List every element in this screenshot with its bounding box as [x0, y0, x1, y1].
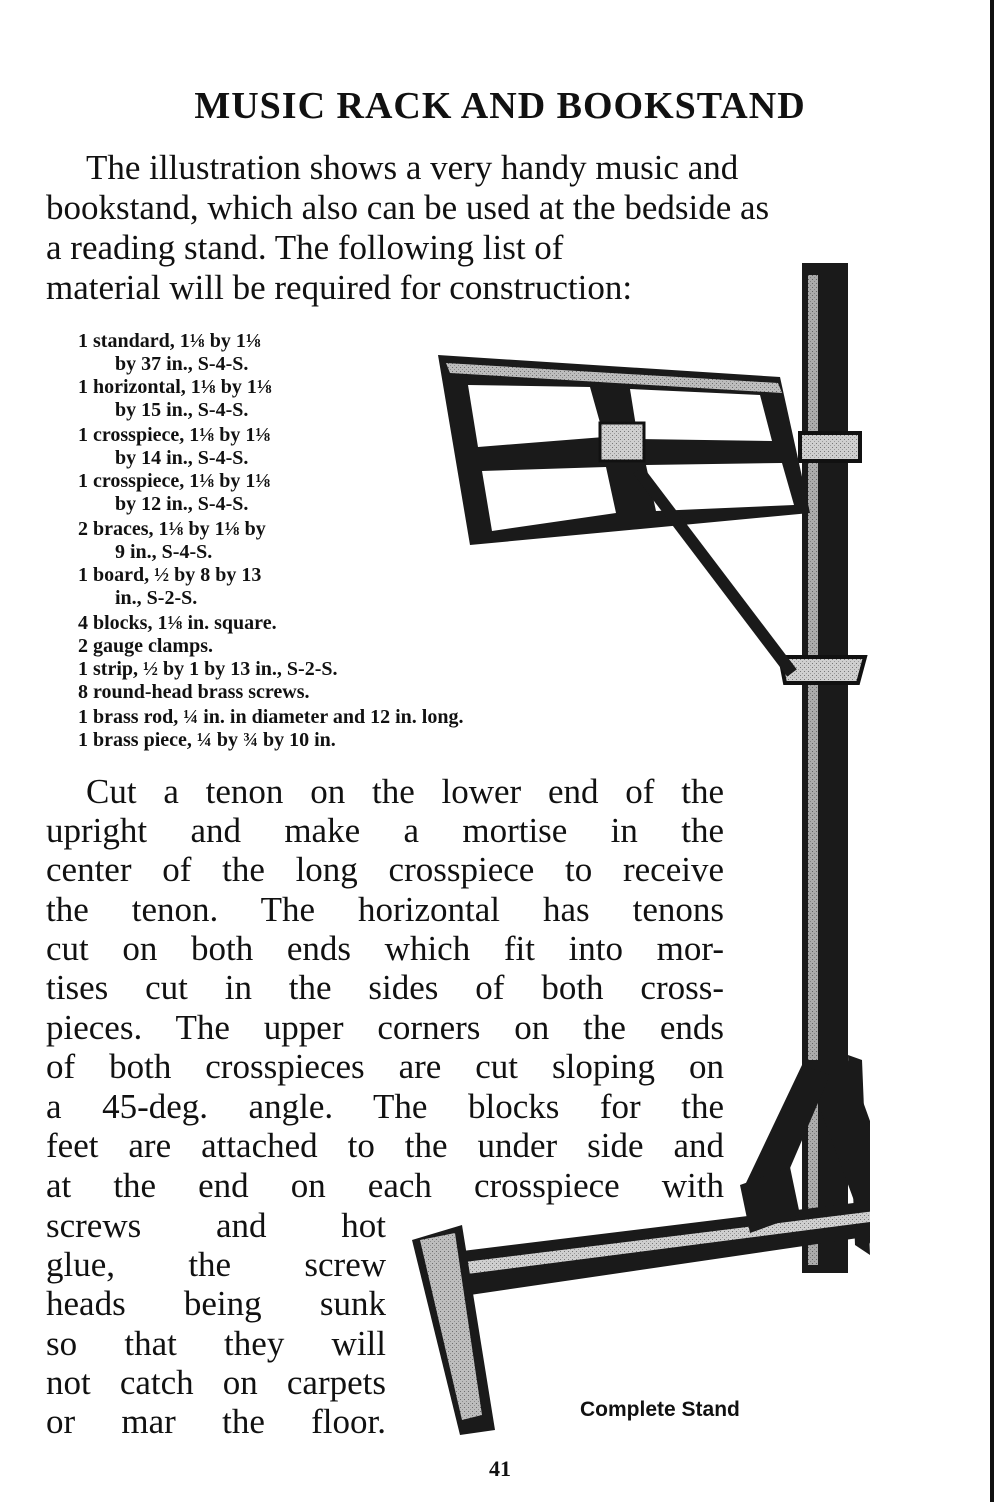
material-item-cont: 9 in., S-4-S. — [115, 541, 213, 563]
stand-illustration — [400, 255, 870, 1445]
body-line: tises cut in the sides of both cross- — [46, 968, 724, 1007]
page-edge-shadow — [990, 0, 994, 1502]
intro-line: The illustration shows a very handy music and — [86, 148, 739, 187]
material-item: 4 blocks, 1⅛ in. square. — [78, 612, 277, 634]
material-item: 8 round-head brass screws. — [78, 681, 310, 703]
intro-line: bookstand, which also can be used at the bedside as — [46, 188, 770, 227]
body-line: upright and make a mortise in the — [46, 811, 724, 850]
figure-caption: Complete Stand — [580, 1398, 740, 1421]
material-item: 1 brass piece, ¼ by ¾ by 10 in. — [78, 729, 336, 751]
material-item: 1 crosspiece, 1⅛ by 1⅛ — [78, 470, 271, 492]
material-item-cont: by 12 in., S-4-S. — [115, 493, 249, 515]
page-number: 41 — [489, 1456, 511, 1481]
body-line: pieces. The upper corners on the ends — [46, 1008, 724, 1047]
body-line: not catch on carpets — [46, 1363, 386, 1402]
material-item: 1 strip, ½ by 1 by 13 in., S-2-S. — [78, 658, 338, 680]
material-item: 2 braces, 1⅛ by 1⅛ by — [78, 518, 266, 540]
material-item: 1 board, ½ by 8 by 13 — [78, 564, 262, 586]
rack-frame — [438, 355, 810, 545]
body-line: glue, the screw — [46, 1245, 386, 1284]
intro-line: material will be required for construction: — [46, 268, 633, 307]
body-line: a 45-deg. angle. The blocks for the — [46, 1087, 724, 1126]
body-line: screws and hot — [46, 1206, 386, 1245]
body-line: cut on both ends which fit into mor- — [46, 929, 724, 968]
material-item-cont: by 14 in., S-4-S. — [115, 447, 249, 469]
material-item-cont: by 37 in., S-4-S. — [115, 353, 249, 375]
body-line: Cut a tenon on the lower end of the — [86, 772, 724, 811]
material-item-cont: by 15 in., S-4-S. — [115, 399, 249, 421]
material-item: 1 crosspiece, 1⅛ by 1⅛ — [78, 424, 271, 446]
intro-line: a reading stand. The following list of — [46, 228, 564, 267]
material-item-cont: in., S-2-S. — [115, 587, 198, 609]
body-line: center of the long crosspiece to receive — [46, 850, 724, 889]
body-line: feet are attached to the under side and — [46, 1126, 724, 1165]
material-item: 2 gauge clamps. — [78, 635, 213, 657]
page-title: MUSIC RACK AND BOOKSTAND — [194, 85, 806, 127]
body-line: of both crosspieces are cut sloping on — [46, 1047, 724, 1086]
top-gauge-clamp — [800, 433, 860, 461]
body-line: the tenon. The horizontal has tenons — [46, 890, 724, 929]
body-line: heads being sunk — [46, 1284, 386, 1323]
body-line: or mar the floor. — [46, 1402, 386, 1441]
body-line: at the end on each crosspiece with — [46, 1166, 724, 1205]
material-item: 1 brass rod, ¼ in. in diameter and 12 in. long. — [78, 706, 464, 728]
material-item: 1 horizontal, 1⅛ by 1⅛ — [78, 376, 272, 398]
body-line: so that they will — [46, 1324, 386, 1363]
material-item: 1 standard, 1⅛ by 1⅛ — [78, 330, 261, 352]
